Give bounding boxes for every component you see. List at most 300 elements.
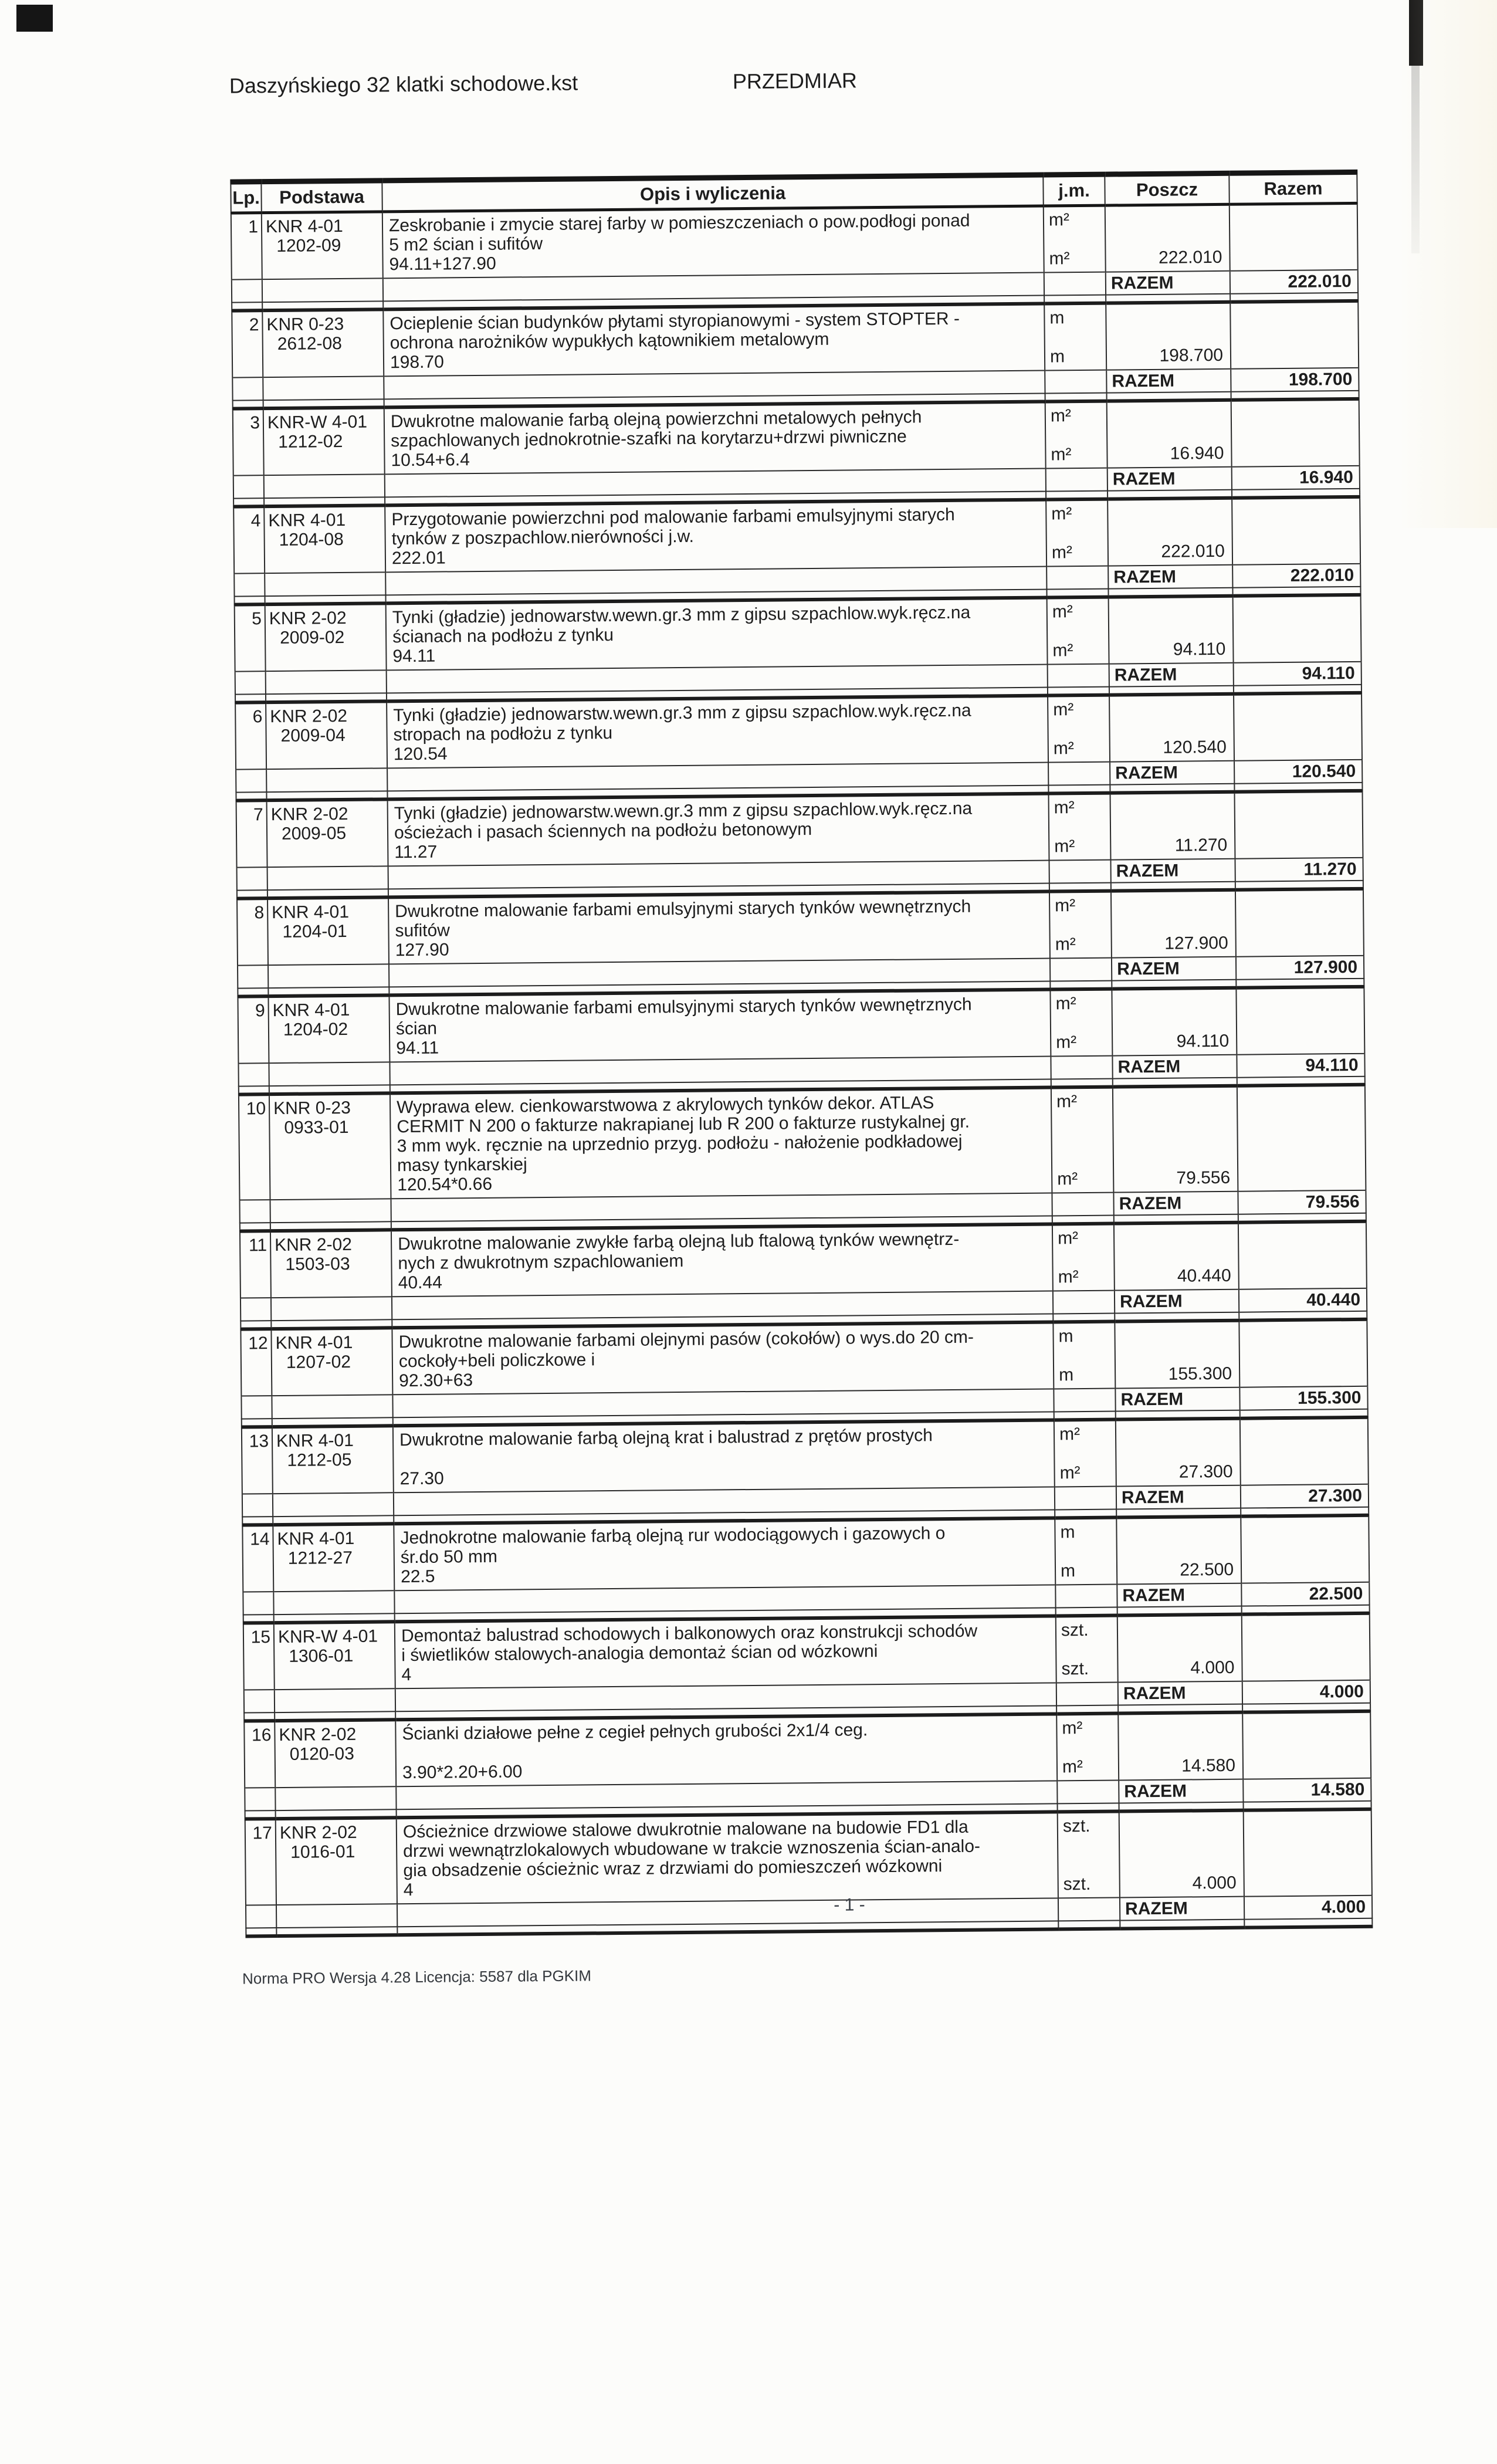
- poszcz-value: 27.300: [1178, 1461, 1233, 1482]
- razem-total: 120.540: [1234, 760, 1362, 784]
- unit-bottom: m²: [1062, 1757, 1083, 1777]
- opis-line: 5 m2 ścian i sufitów: [389, 233, 543, 255]
- podstawa-cell: [265, 603, 387, 671]
- podstawa-line: KNR 0-23: [273, 1098, 351, 1119]
- razem-total: 22.500: [1241, 1582, 1369, 1606]
- item-number: 4: [250, 511, 261, 531]
- razem-label: RAZEM: [1118, 1681, 1242, 1705]
- column-header-lp: Lp.: [231, 182, 261, 213]
- item-number-cell: [239, 1094, 270, 1200]
- podstawa-cell: [271, 1328, 392, 1396]
- unit-bottom: m: [1049, 347, 1065, 367]
- poszcz-value: 40.440: [1177, 1265, 1231, 1286]
- opis-line: Dwukrotne malowanie farbą olejną powierzchni metalowych pełnych: [390, 407, 922, 432]
- podstawa-line: 1204-08: [279, 529, 344, 550]
- wyliczenia-line: 127.90: [395, 940, 449, 960]
- wyliczenia-line: 11.27: [394, 842, 438, 862]
- unit-top: m²: [1048, 210, 1070, 230]
- jm-cell: [1055, 1518, 1117, 1585]
- opis-cell: [395, 1616, 1056, 1688]
- opis-line: Zeskrobanie i zmycie starej farby w pomieszczeniach o pow.podłogi ponad: [388, 211, 970, 236]
- jm-cell: [1056, 1616, 1118, 1683]
- wyliczenia-line: 120.54: [393, 744, 448, 764]
- razem-label: RAZEM: [1112, 1055, 1237, 1079]
- unit-top: m²: [1054, 798, 1075, 818]
- item-number-cell: [233, 408, 264, 475]
- podstawa-line: KNR 0-23: [266, 314, 344, 335]
- razem-cell: [1234, 693, 1362, 761]
- opis-line: Demontaż balustrad schodowych i balkonowych oraz konstrukcji schodów: [401, 1621, 978, 1646]
- wyliczenia-line: 10.54+6.4: [391, 450, 470, 471]
- razem-total: 94.110: [1234, 662, 1361, 686]
- podstawa-line: 0120-03: [289, 1744, 354, 1764]
- podstawa-line: KNR 2-02: [275, 1234, 353, 1255]
- opis-cell: [387, 696, 1048, 769]
- unit-top: m²: [1050, 406, 1072, 426]
- jm-cell: [1056, 1714, 1119, 1781]
- item-number: 6: [252, 707, 263, 727]
- razem-label: RAZEM: [1115, 1387, 1239, 1412]
- unit-bottom: m²: [1054, 837, 1075, 857]
- item-row: [241, 1319, 1367, 1396]
- item-row: [242, 1417, 1369, 1494]
- item-number-cell: [232, 310, 263, 377]
- page-number: - 1 -: [834, 1895, 865, 1915]
- item-row: [237, 889, 1364, 966]
- razem-total: 222.010: [1230, 270, 1358, 294]
- opis-line: drzwi wewnątrzlokalowych wbudowane w trakcie wznoszenia ścian-analo-: [403, 1836, 981, 1861]
- razem-cell: [1231, 399, 1360, 467]
- opis-line: masy tynkarskiej: [397, 1155, 527, 1176]
- razem-cell: [1234, 791, 1363, 859]
- podstawa-cell: [275, 1720, 396, 1788]
- jm-cell: [1046, 499, 1108, 567]
- jm-cell: [1048, 695, 1110, 763]
- item-number: 2: [249, 315, 259, 335]
- poszcz-value: 120.540: [1163, 737, 1227, 757]
- podstawa-cell: [276, 1817, 397, 1905]
- podstawa-line: 1503-03: [285, 1254, 350, 1274]
- razem-cell: [1238, 1221, 1367, 1289]
- unit-bottom: szt.: [1063, 1874, 1091, 1894]
- wyliczenia-line: 94.11: [396, 1038, 439, 1058]
- razem-total: 40.440: [1239, 1288, 1367, 1312]
- poszcz-cell: [1106, 302, 1231, 370]
- poszcz-value: 14.580: [1181, 1755, 1236, 1776]
- wyliczenia-line: 198.70: [390, 352, 444, 373]
- podstawa-line: KNR 4-01: [277, 1528, 355, 1549]
- unit-top: szt.: [1061, 1620, 1089, 1640]
- item-row: [245, 1809, 1372, 1905]
- opis-cell: [383, 304, 1045, 377]
- podstawa-line: KNR 2-02: [270, 804, 348, 825]
- opis-cell: [389, 989, 1051, 1062]
- wyliczenia-line: 4: [401, 1665, 412, 1685]
- poszcz-value: 198.700: [1159, 345, 1224, 365]
- opis-cell: [393, 1420, 1055, 1492]
- unit-bottom: m²: [1056, 1033, 1077, 1052]
- unit-top: m²: [1059, 1424, 1081, 1444]
- opis-line: Dwukrotne malowanie farbami emulsyjnymi starych tynków wewnętrznych: [395, 994, 972, 1020]
- podstawa-line: KNR-W 4-01: [277, 1626, 378, 1647]
- podstawa-line: 1212-05: [287, 1450, 352, 1470]
- item-number: 5: [252, 609, 262, 629]
- podstawa-line: KNR 4-01: [272, 1000, 350, 1021]
- opis-line: Wyprawa elew. cienkowarstwowa z akrylowych tynków dekor. ATLAS: [396, 1093, 934, 1118]
- podstawa-cell: [272, 1426, 394, 1494]
- wyliczenia-line: 40.44: [398, 1272, 442, 1293]
- podstawa-line: KNR 2-02: [279, 1724, 357, 1745]
- razem-total: 14.580: [1243, 1778, 1371, 1802]
- item-row: [238, 987, 1364, 1064]
- unit-top: m²: [1055, 994, 1076, 1014]
- opis-line: tynków z poszpachlow.nierówności j.w.: [391, 526, 695, 549]
- opis-line: Ścianki działowe pełne z cegieł pełnych grubości 2x1/4 ceg.: [402, 1720, 868, 1744]
- opis-line: i świetlików stalowych-analogia demontaż ścian od wózkowni: [401, 1641, 878, 1666]
- item-number-cell: [244, 1721, 275, 1788]
- opis-line: Przygotowanie powierzchni pod malowanie farbami emulsyjnymi starych: [391, 505, 955, 530]
- podstawa-line: 1306-01: [289, 1646, 354, 1666]
- column-header-opis: Opis i wyliczenia: [382, 175, 1043, 212]
- razem-cell: [1242, 1613, 1370, 1681]
- opis-line: gia obsadzenie ościeżnic wraz z drzwiami do pomieszczeń wózkowni: [403, 1856, 943, 1881]
- poszcz-cell: [1113, 1086, 1238, 1193]
- unit-bottom: m²: [1055, 935, 1076, 955]
- jm-cell: [1044, 303, 1106, 371]
- item-number-cell: [243, 1623, 275, 1690]
- opis-cell: [384, 402, 1046, 475]
- poszcz-value: 94.110: [1176, 1031, 1230, 1051]
- jm-cell: [1051, 1087, 1114, 1193]
- item-number-cell: [242, 1525, 273, 1592]
- unit-top: m²: [1056, 1092, 1078, 1112]
- wyliczenia-line: 4: [403, 1880, 414, 1900]
- unit-top: m: [1049, 308, 1065, 328]
- opis-line: CERMIT N 200 o fakturze nakrapianej lub R 200 o fakturze rustykalnej gr.: [397, 1112, 970, 1137]
- opis-cell: [391, 1224, 1053, 1297]
- item-number-cell: [240, 1231, 271, 1298]
- unit-top: szt.: [1062, 1816, 1090, 1836]
- poszcz-value: 11.270: [1174, 835, 1228, 855]
- razem-cell: [1237, 1085, 1366, 1192]
- item-row: [235, 595, 1361, 672]
- item-row: [235, 693, 1362, 770]
- jm-cell: [1050, 989, 1112, 1057]
- wyliczenia-line: 3.90*2.20+6.00: [402, 1762, 523, 1783]
- opis-cell: [392, 1322, 1054, 1395]
- item-row: [233, 497, 1360, 574]
- item-number: 12: [248, 1333, 268, 1353]
- razem-label: RAZEM: [1110, 859, 1235, 883]
- opis-line: Tynki (gładzie) jednowarstw.wewn.gr.3 mm z gipsu szpachlow.wyk.ręcz.na: [393, 700, 971, 726]
- unit-top: m²: [1051, 504, 1072, 524]
- item-number-cell: [236, 800, 267, 867]
- podstawa-cell: [274, 1622, 395, 1690]
- razem-cell: [1239, 1319, 1367, 1387]
- poszcz-cell: [1107, 400, 1232, 468]
- razem-total: 16.940: [1232, 466, 1360, 490]
- item-number-cell: [242, 1427, 273, 1494]
- item-number-cell: [233, 506, 265, 573]
- razem-cell: [1233, 595, 1361, 663]
- item-row: [233, 399, 1360, 476]
- opis-line: Tynki (gładzie) jednowarstw.wewn.gr.3 mm z gipsu szpachlow.wyk.ręcz.na: [394, 798, 973, 824]
- unit-bottom: m²: [1051, 543, 1073, 563]
- item-row: [232, 301, 1359, 378]
- item-number: 16: [251, 1725, 272, 1745]
- jm-cell: [1053, 1322, 1115, 1389]
- razem-label: RAZEM: [1112, 957, 1236, 981]
- column-header-poszcz: Poszcz: [1105, 173, 1229, 205]
- razem-total: 11.270: [1235, 858, 1363, 882]
- poszcz-cell: [1117, 1615, 1242, 1683]
- item-number: 9: [255, 1001, 265, 1021]
- podstawa-line: 2009-04: [280, 725, 346, 746]
- opis-line: cockoły+beli policzkowe i: [398, 1350, 595, 1372]
- poszcz-value: 4.000: [1190, 1657, 1235, 1678]
- opis-line: Dwukrotne malowanie zwykłe farbą olejną lub ftalową tynków wewnętrz-: [398, 1229, 960, 1254]
- unit-top: m: [1060, 1522, 1075, 1542]
- opis-cell: [397, 1812, 1058, 1904]
- opis-line: śr.do 50 mm: [400, 1546, 498, 1568]
- razem-total: 4.000: [1242, 1680, 1370, 1704]
- unit-top: m²: [1057, 1228, 1079, 1248]
- poszcz-value: 222.010: [1161, 541, 1225, 561]
- opis-line: nych z dwukrotnym szpachlowaniem: [398, 1251, 684, 1274]
- unit-bottom: m: [1059, 1365, 1074, 1385]
- item-number-cell: [241, 1329, 272, 1396]
- razem-total: 4.000: [1244, 1896, 1372, 1920]
- poszcz-cell: [1110, 792, 1235, 860]
- jm-cell: [1047, 597, 1109, 665]
- table-body: [231, 203, 1373, 1936]
- document-header: [229, 64, 1356, 99]
- opis-line: Dwukrotne malowanie farbami emulsyjnymi starych tynków wewnętrznych: [395, 896, 971, 922]
- poszcz-cell: [1111, 890, 1236, 958]
- jm-cell: [1045, 401, 1107, 469]
- podstawa-line: KNR-W 4-01: [267, 412, 368, 433]
- razem-label: RAZEM: [1113, 1192, 1238, 1216]
- unit-top: m²: [1055, 896, 1076, 916]
- software-license-footer: Norma PRO Wersja 4.28 Licencja: 5587 dla PGKIM: [242, 1967, 592, 1988]
- podstawa-line: KNR 4-01: [272, 902, 350, 923]
- podstawa-cell: [262, 309, 384, 377]
- jm-cell: [1054, 1420, 1116, 1487]
- item-number: 7: [253, 805, 263, 825]
- podstawa-line: KNR 2-02: [279, 1822, 357, 1843]
- razem-cell: [1236, 987, 1364, 1055]
- podstawa-line: KNR 4-01: [276, 1430, 354, 1451]
- podstawa-line: 2612-08: [277, 333, 343, 354]
- item-number-cell: [235, 604, 266, 671]
- poszcz-cell: [1115, 1321, 1239, 1389]
- razem-label: RAZEM: [1117, 1583, 1241, 1607]
- podstawa-cell: [267, 897, 389, 965]
- poszcz-cell: [1114, 1223, 1239, 1291]
- item-number: 17: [252, 1823, 273, 1843]
- razem-label: RAZEM: [1109, 663, 1234, 687]
- unit-bottom: m²: [1049, 249, 1070, 269]
- opis-cell: [388, 892, 1050, 964]
- wyliczenia-line: 22.5: [400, 1566, 435, 1587]
- opis-cell: [390, 1087, 1052, 1199]
- unit-top: m: [1058, 1326, 1073, 1346]
- razem-total: 222.010: [1232, 564, 1360, 588]
- razem-cell: [1244, 1809, 1372, 1897]
- podstawa-line: 1212-02: [278, 431, 343, 452]
- razem-label: RAZEM: [1120, 1897, 1244, 1921]
- opis-line: Jednokrotne malowanie farbą olejną rur wodociągowych i gazowych o: [400, 1524, 946, 1548]
- razem-cell: [1232, 497, 1360, 565]
- opis-line: ścian: [395, 1018, 438, 1039]
- razem-cell: [1242, 1711, 1371, 1779]
- item-row: [236, 791, 1363, 868]
- podstawa-cell: [269, 1093, 391, 1200]
- podstawa-cell: [266, 701, 387, 769]
- podstawa-line: 0933-01: [284, 1117, 349, 1138]
- unit-bottom: m²: [1057, 1169, 1078, 1189]
- razem-label: RAZEM: [1107, 467, 1232, 491]
- razem-label: RAZEM: [1115, 1289, 1239, 1314]
- podstawa-line: 1212-27: [287, 1548, 353, 1568]
- unit-bottom: m: [1060, 1561, 1076, 1581]
- opis-line: Dwukrotne malowanie farbą olejną krat i balustrad z prętów prostych: [399, 1426, 933, 1450]
- opis-cell: [388, 794, 1049, 867]
- opis-line: Dwukrotne malowanie farbami olejnymi pasów (cokołów) o wys.do 20 cm-: [398, 1327, 974, 1352]
- razem-cell: [1235, 889, 1364, 957]
- razem-total: 94.110: [1237, 1054, 1364, 1078]
- poszcz-value: 4.000: [1192, 1873, 1237, 1893]
- item-number-cell: [235, 702, 266, 769]
- item-number-cell: [245, 1819, 276, 1905]
- razem-cell: [1230, 203, 1358, 270]
- razem-total: 127.900: [1236, 956, 1364, 980]
- item-row: [239, 1085, 1366, 1200]
- podstawa-line: KNR 2-02: [270, 706, 348, 727]
- opis-line: ochrona narożników wypukłych kątownikiem metalowym: [390, 329, 829, 353]
- opis-line: Ościeżnice drzwiowe stalowe dwukrotnie malowane na budowie FD1 dla: [402, 1817, 968, 1842]
- podstawa-cell: [273, 1524, 394, 1592]
- razem-label: RAZEM: [1106, 369, 1231, 393]
- poszcz-cell: [1119, 1810, 1244, 1898]
- podstawa-line: 1204-01: [282, 921, 347, 942]
- unit-bottom: m²: [1059, 1463, 1081, 1483]
- poszcz-cell: [1105, 204, 1230, 272]
- poszcz-cell: [1107, 498, 1232, 566]
- document-title: Daszyńskiego 32 klatki schodowe.kst: [229, 70, 578, 98]
- poszcz-cell: [1109, 596, 1234, 664]
- poszcz-cell: [1109, 694, 1234, 762]
- opis-line: stropach na podłożu z tynku: [393, 723, 613, 745]
- razem-cell: [1240, 1417, 1369, 1485]
- opis-cell: [394, 1518, 1055, 1590]
- opis-cell: [386, 598, 1048, 671]
- unit-bottom: m²: [1058, 1267, 1079, 1287]
- opis-line: Ocieplenie ścian budynków płytami styropianowymi - system STOPTER -: [390, 309, 960, 334]
- unit-top: m²: [1062, 1718, 1083, 1738]
- razem-label: RAZEM: [1106, 271, 1230, 295]
- jm-cell: [1052, 1224, 1115, 1291]
- razem-cell: [1230, 301, 1359, 369]
- item-row: [244, 1711, 1371, 1788]
- wyliczenia-line: 222.01: [391, 548, 446, 568]
- opis-cell: [395, 1714, 1057, 1786]
- unit-top: m²: [1052, 602, 1073, 622]
- podstawa-line: KNR 4-01: [268, 510, 346, 531]
- item-row: [240, 1221, 1367, 1298]
- wyliczenia-line: 27.30: [399, 1468, 444, 1489]
- razem-label: RAZEM: [1119, 1779, 1243, 1803]
- opis-cell: [382, 206, 1044, 278]
- jm-cell: [1044, 205, 1106, 272]
- poszcz-value: 222.010: [1158, 247, 1222, 268]
- item-row: [242, 1515, 1369, 1592]
- podstawa-line: 2009-02: [279, 627, 345, 648]
- razem-label: RAZEM: [1116, 1485, 1241, 1509]
- wyliczenia-line: 92.30+63: [399, 1370, 473, 1391]
- unit-top: m²: [1053, 700, 1074, 720]
- poszcz-cell: [1116, 1517, 1241, 1585]
- item-number: 8: [254, 903, 265, 923]
- poszcz-cell: [1112, 988, 1237, 1056]
- unit-bottom: m²: [1053, 739, 1074, 759]
- item-number: 10: [246, 1099, 266, 1119]
- podstawa-cell: [270, 1230, 392, 1298]
- unit-bottom: m²: [1051, 445, 1072, 465]
- poszcz-cell: [1116, 1419, 1241, 1487]
- razem-total: 27.300: [1241, 1484, 1369, 1508]
- opis-line: szpachlowanych jednokrotnie-szafki na korytarzu+drzwi piwniczne: [391, 427, 907, 451]
- podstawa-line: 1016-01: [290, 1842, 355, 1862]
- opis-cell: [385, 500, 1046, 573]
- podstawa-cell: [268, 995, 390, 1063]
- podstawa-line: KNR 4-01: [275, 1332, 353, 1353]
- razem-total: 198.700: [1231, 368, 1359, 392]
- podstawa-line: 2009-05: [281, 823, 347, 844]
- podstawa-cell: [262, 212, 383, 279]
- item-number: 13: [249, 1431, 269, 1451]
- razem-label: RAZEM: [1108, 565, 1232, 589]
- opis-line: sufitów: [395, 920, 451, 941]
- item-number: 11: [248, 1236, 267, 1255]
- poszcz-value: 94.110: [1173, 639, 1226, 659]
- podstawa-cell: [263, 407, 385, 475]
- wyliczenia-line: 94.11+127.90: [389, 253, 496, 275]
- item-number: 1: [248, 217, 259, 237]
- jm-cell: [1049, 891, 1112, 959]
- opis-line: ościeżach i pasach ściennych na podłożu betonowym: [394, 820, 812, 843]
- column-header-jm: j.m.: [1043, 174, 1105, 206]
- item-number-cell: [238, 996, 269, 1063]
- jm-cell: [1048, 793, 1110, 861]
- podstawa-line: 1202-09: [276, 235, 341, 256]
- opis-line: Tynki (gładzie) jednowarstw.wewn.gr.3 mm z gipsu szpachlow.wyk.ręcz.na: [392, 603, 971, 628]
- item-row: [243, 1613, 1370, 1690]
- document-type-label: PRZEDMIAR: [732, 68, 858, 94]
- wyliczenia-line: 120.54*0.66: [397, 1174, 493, 1195]
- razem-label: RAZEM: [1110, 761, 1234, 785]
- opis-line: 3 mm wyk. ręcznie na uprzednio przyg. podłożu - nałożenie podkładowej: [397, 1131, 963, 1156]
- poszcz-value: 127.900: [1164, 933, 1228, 953]
- wyliczenia-line: 94.11: [392, 646, 436, 666]
- podstawa-cell: [264, 505, 385, 573]
- item-row: [231, 203, 1358, 279]
- item-number: 3: [250, 413, 260, 433]
- razem-total: 79.556: [1238, 1190, 1366, 1214]
- column-header-razem: Razem: [1229, 172, 1357, 204]
- podstawa-line: KNR 4-01: [265, 216, 343, 237]
- poszcz-cell: [1118, 1712, 1243, 1781]
